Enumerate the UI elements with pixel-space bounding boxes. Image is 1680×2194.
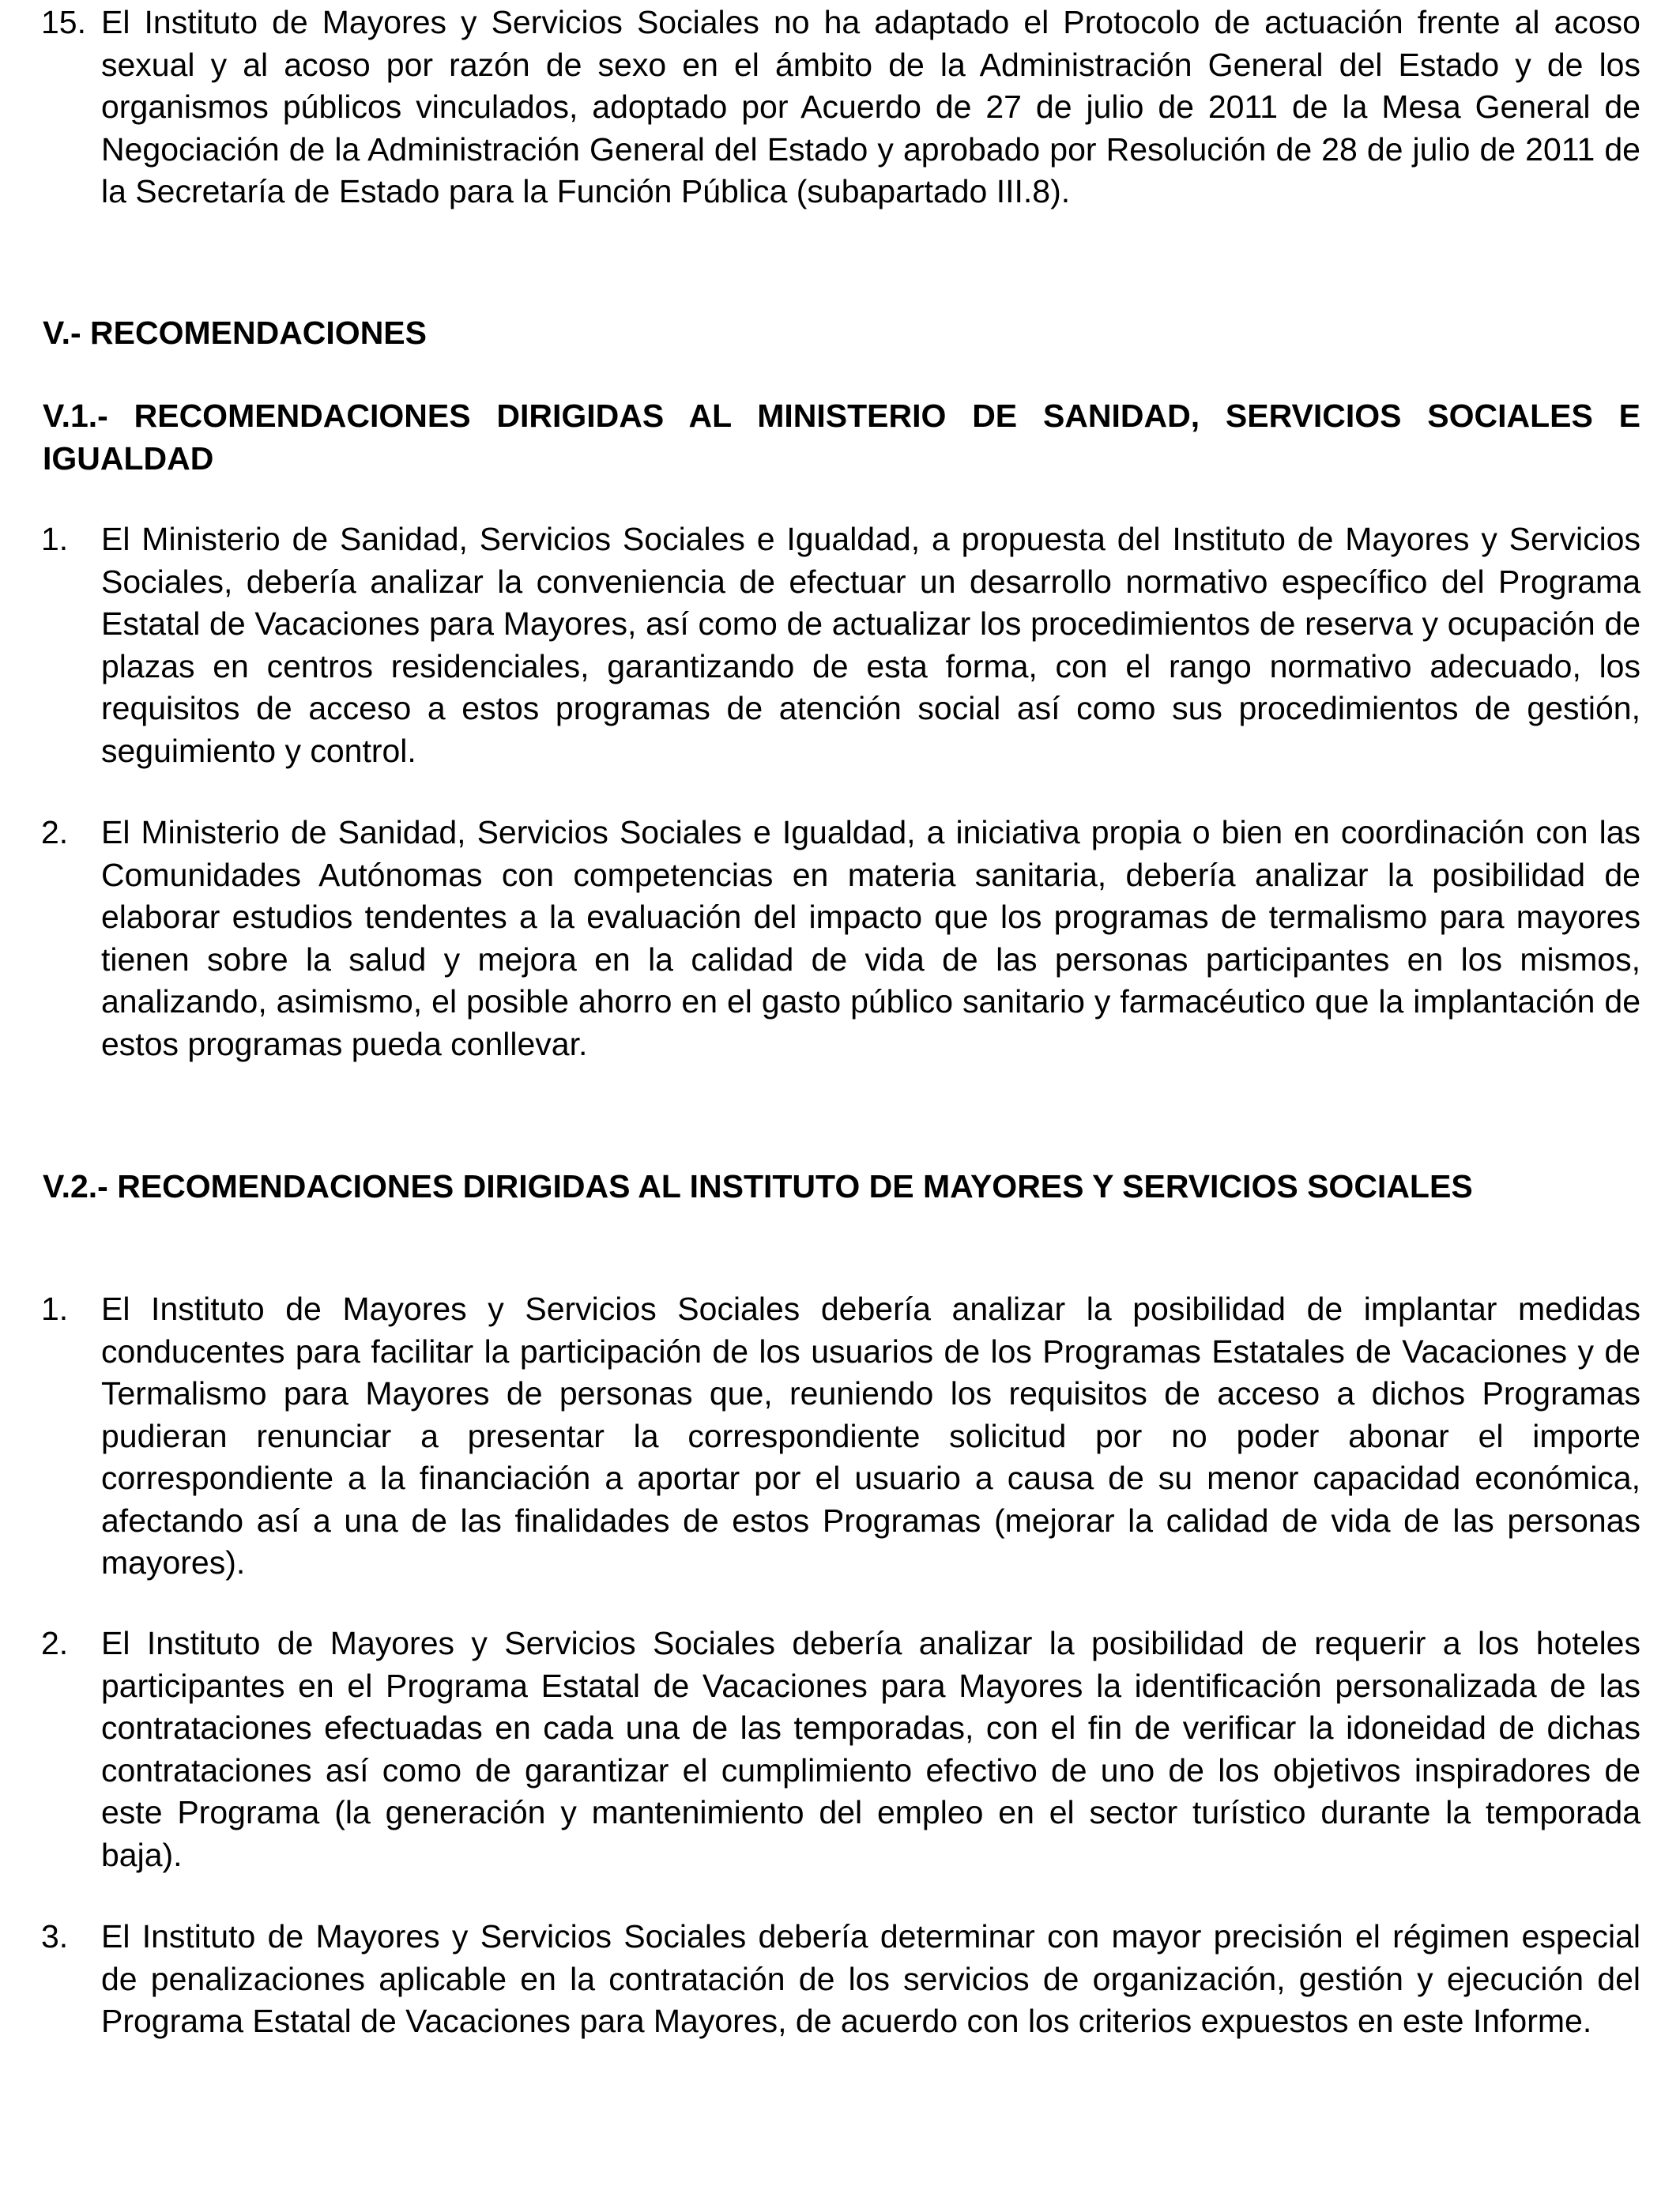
list-item [41, 518, 1640, 772]
item-text: El Instituto de Mayores y Servicios Sociales debería determinar con mayor precisión el régimen especial de penalizaciones aplicable en la contratación de los servicios de organización, gestión y ejecución del Programa Estatal de Vacaciones para Mayores, de acuerdo con los criterios expuestos en este Informe. [101, 1918, 1640, 2039]
list-item [41, 1623, 1640, 1876]
subsection-1-title: V.1.- RECOMENDACIONES DIRIGIDAS AL MINISTERIO DE SANIDAD, SERVICIOS SOCIALES E IGUALDAD [43, 398, 1640, 477]
section-title: V.- RECOMENDACIONES [43, 315, 427, 351]
list-item [41, 1916, 1640, 2043]
item-text: El Ministerio de Sanidad, Servicios Sociales e Igualdad, a propuesta del Instituto de Mayores y Servicios Sociales, debería analizar la conveniencia de efectuar un desarrollo normativo específico del Programa Estatal de Vacaciones para Mayores, así como de actualizar los procedimientos de reserva y ocupación de plazas en centros residenciales, garantizando de esta forma, con el rango normativo adecuado, los requisitos de acceso a estos programas de atención social así como sus procedimientos de gestión, seguimiento y control. [101, 521, 1640, 769]
subsection-2-title: V.2.- RECOMENDACIONES DIRIGIDAS AL INSTITUTO DE MAYORES Y SERVICIOS SOCIALES [43, 1168, 1473, 1204]
item-number: 2. [41, 814, 69, 850]
item-number: 15. [41, 4, 86, 40]
item-number: 1. [41, 1291, 69, 1327]
list-item [41, 812, 1640, 1065]
item-number: 1. [41, 521, 69, 557]
item-number: 2. [41, 1625, 69, 1661]
list-item [41, 1288, 1640, 1585]
item-number: 3. [41, 1918, 69, 1955]
item-text: El Instituto de Mayores y Servicios Sociales debería analizar la posibilidad de implantar medidas conducentes para facilitar la participación de los usuarios de los Programas Estatales de Vacaciones y de Termalismo para Mayores de personas que, reuniendo los requisitos de acceso a dichos Programas pudieran renunciar a presentar la correspondiente solicitud por no poder abonar el importe correspondiente a la financiación a aportar por el usuario a causa de su menor capacidad económica, afectando así a una de las finalidades de estos Programas (mejorar la calidad de vida de las personas mayores). [101, 1291, 1640, 1581]
item-text: El Ministerio de Sanidad, Servicios Sociales e Igualdad, a iniciativa propia o bien en coordinación con las Comunidades Autónomas con competencias en materia sanitaria, debería analizar la posibilidad de elaborar estudios tendentes a la evaluación del impacto que los programas de termalismo para mayores tienen sobre la salud y mejora en la calidad de vida de las personas participantes en los mismos, analizando, asimismo, el posible ahorro en el gasto público sanitario y farmacéutico que la implantación de estos programas pueda conllevar. [101, 814, 1640, 1062]
list-item [41, 2, 1640, 213]
item-text: El Instituto de Mayores y Servicios Sociales debería analizar la posibilidad de requerir a los hoteles participantes en el Programa Estatal de Vacaciones para Mayores la identificación personalizada de las contrataciones efectuadas en cada una de las temporadas, con el fin de verificar la idoneidad de dichas contrataciones así como de garantizar el cumplimiento efectivo de uno de los objetivos inspiradores de este Programa (la generación y mantenimiento del empleo en el sector turístico durante la temporada baja). [101, 1625, 1640, 1873]
item-text: El Instituto de Mayores y Servicios Sociales no ha adaptado el Protocolo de actuación frente al acoso sexual y al acoso por razón de sexo en el ámbito de la Administración General del Estado y de los organismos públicos vinculados, adoptado por Acuerdo de 27 de julio de 2011 de la Mesa General de Negociación de la Administración General del Estado y aprobado por Resolución de 28 de julio de 2011 de la Secretaría de Estado para la Función Pública (subapartado III.8). [101, 4, 1640, 209]
